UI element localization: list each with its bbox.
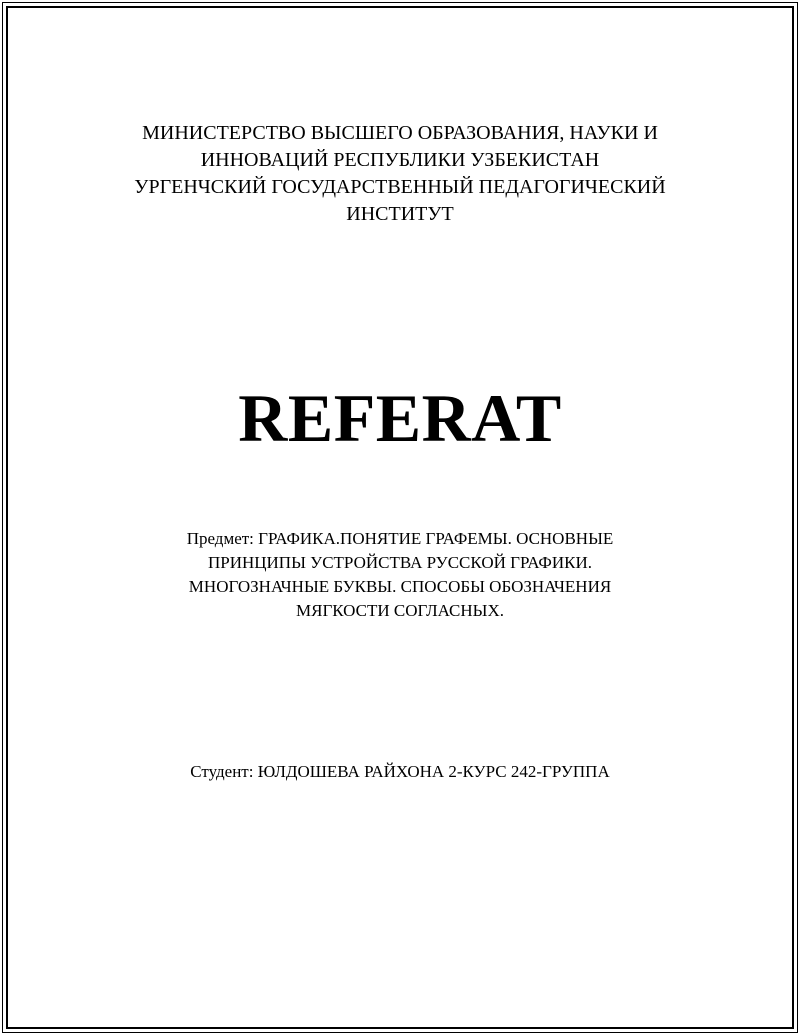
subject-block — [0, 527, 800, 623]
institution-header — [0, 120, 800, 228]
subject-line: ПРИНЦИПЫ УСТРОЙСТВА РУССКОЙ ГРАФИКИ. — [207, 553, 593, 572]
student-info: Студент: ЮЛДОШЕВА РАЙХОНА 2-КУРС 242-ГРУППА — [190, 762, 610, 781]
header-line: ИННОВАЦИЙ РЕСПУБЛИКИ УЗБЕКИСТАН — [200, 149, 600, 171]
header-line: УРГЕНЧСКИЙ ГОСУДАРСТВЕННЫЙ ПЕДАГОГИЧЕСКИЙ — [134, 176, 666, 198]
header-line: МИНИСТЕРСТВО ВЫСШЕГО ОБРАЗОВАНИЯ, НАУКИ И — [142, 122, 658, 144]
header-line: ИНСТИТУТ — [346, 203, 454, 225]
subject-line: МЯГКОСТИ СОГЛАСНЫХ. — [295, 601, 505, 620]
subject-line: Предмет: ГРАФИКА.ПОНЯТИЕ ГРАФЕМЫ. ОСНОВНЫЕ — [186, 529, 614, 548]
subject-line: МНОГОЗНАЧНЫЕ БУКВЫ. СПОСОБЫ ОБОЗНАЧЕНИЯ — [188, 577, 612, 596]
document-title: REFERAT — [238, 380, 562, 456]
